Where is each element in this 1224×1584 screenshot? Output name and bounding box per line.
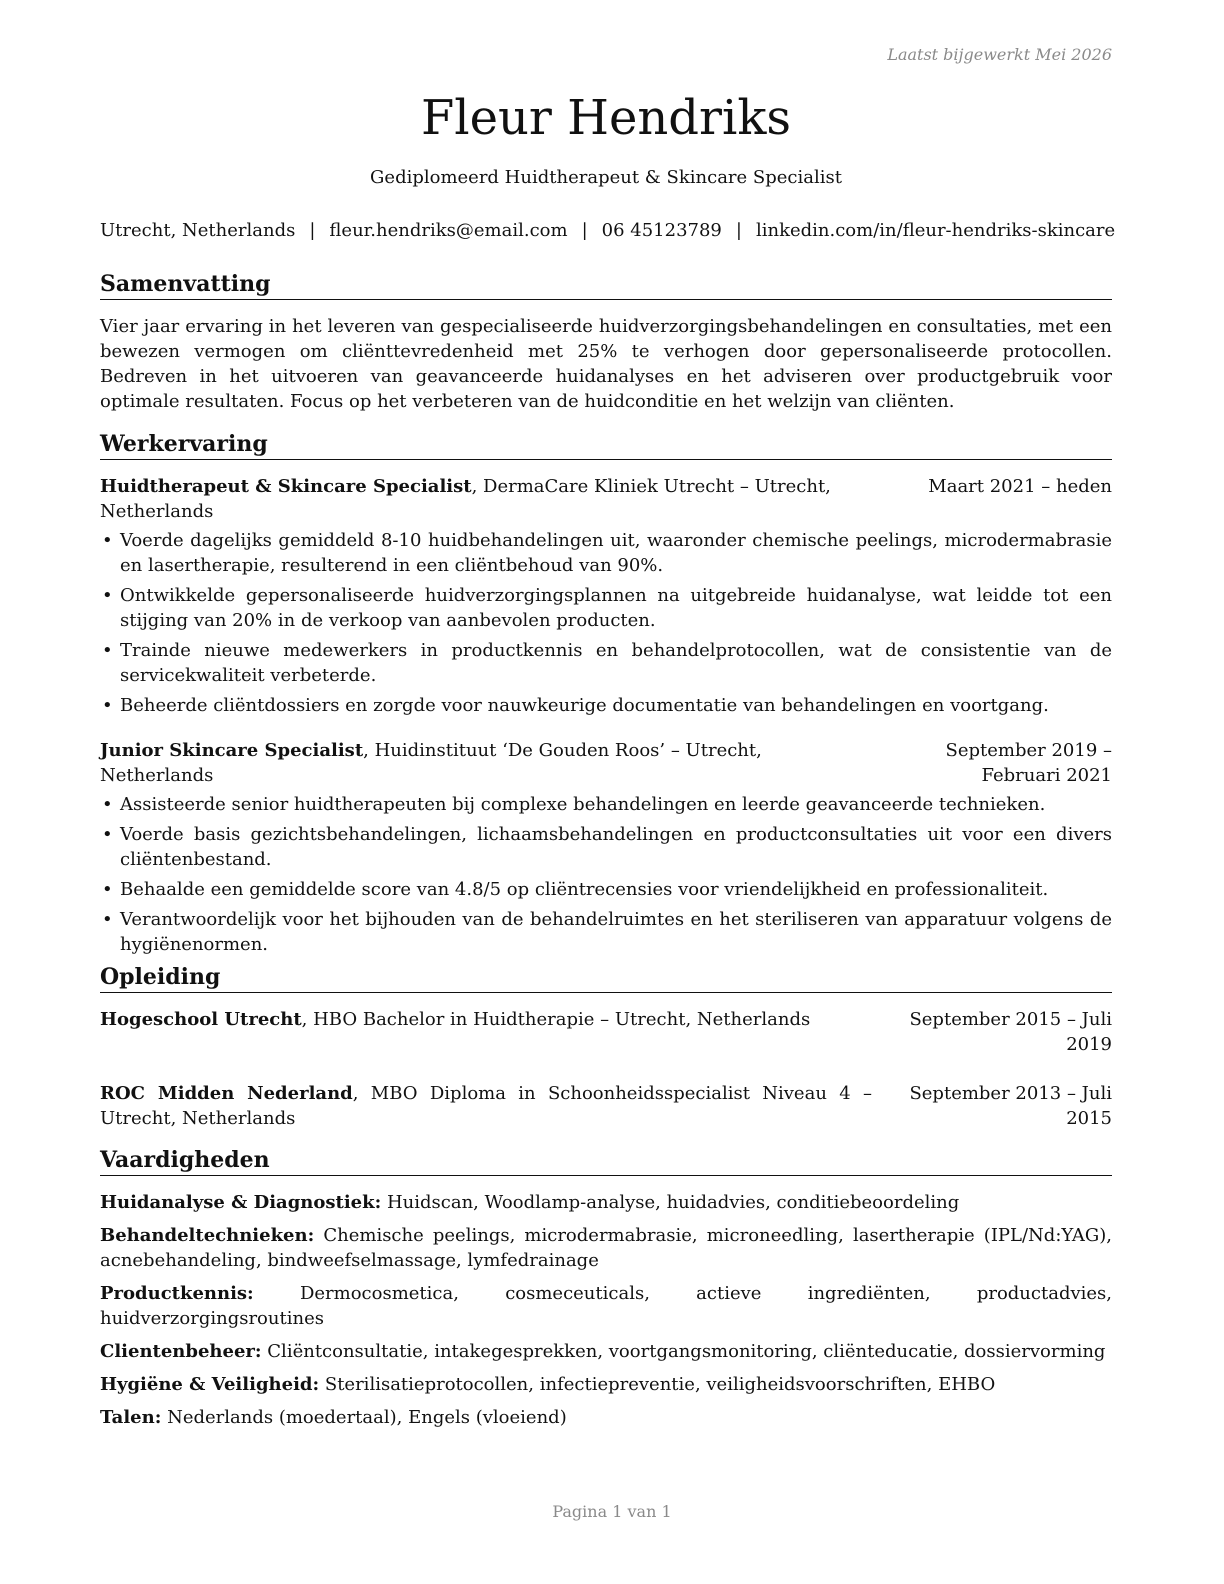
job-bullet: • Assisteerde senior huidtherapeuten bij complexe behandelingen en leerde geavanceerde technieken. <box>100 792 1112 817</box>
skill-label: Huidanalyse & Diagnostiek: <box>100 1192 382 1213</box>
job-dates: September 2019 – Februari 2021 <box>945 740 1112 786</box>
job-org: , DermaCare Kliniek Utrecht – Utrecht, Netherlands <box>100 476 831 522</box>
job-role: Junior Skincare Specialist <box>100 740 364 761</box>
section-title-summary: Samenvatting <box>100 270 1112 300</box>
contact-separator: | <box>735 220 742 241</box>
job-header <box>100 474 1112 524</box>
summary-text: Vier jaar ervaring in het leveren van gespecialiseerde huidverzorgingsbehandelingen en consultaties, met een bewezen vermogen om cliënttevredenheid met 25% te verhogen door gepersonaliseerde protocollen. Bedreven in het uitvoeren van geavanceerde huidanalyses en het adviseren over productgebruik voor optimale resultaten. Focus op het verbeteren van de huidconditie en het welzijn van cliënten. <box>100 316 1112 412</box>
skill-text: Dermocosmetica, cosmeceuticals, actieve ingrediënten, productadvies, huidverzorgingsroutines <box>100 1283 1112 1329</box>
contact-line <box>100 220 1116 241</box>
education-detail: , HBO Bachelor in Huidtherapie – Utrecht, Netherlands <box>301 1009 811 1030</box>
job-bullet: • Ontwikkelde gepersonaliseerde huidverzorgingsplannen na uitgebreide huidanalyse, wat leidde tot een stijging van 20% in de verkoop van aanbevolen producten. <box>100 583 1112 633</box>
job-header <box>100 738 1112 788</box>
education-section <box>100 963 1112 1131</box>
job-entry <box>100 474 1112 718</box>
skill-label: Productkennis: <box>100 1283 254 1304</box>
skill-label: Talen: <box>100 1407 162 1428</box>
job-bullet: • Voerde basis gezichtsbehandelingen, lichaamsbehandelingen en productconsultaties uit voor een divers cliëntenbestand. <box>100 822 1112 872</box>
page-number: Pagina 1 van 1 <box>552 1502 672 1521</box>
education-school: Hogeschool Utrecht <box>100 1009 302 1030</box>
job-bullets <box>100 792 1112 957</box>
skill-text: Chemische peelings, microdermabrasie, microneedling, lasertherapie (IPL/Nd:YAG), acnebehandeling, bindweefselmassage, lymfedrainage <box>100 1225 1112 1271</box>
contact-separator: | <box>581 220 588 241</box>
education-main <box>100 1081 872 1131</box>
contact-email[interactable]: fleur.hendriks@email.com <box>329 220 568 241</box>
job-bullet: • Verantwoordelijk voor het bijhouden van de behandelruimtes en het steriliseren van apparatuur volgens de hygiënenormen. <box>100 907 1112 957</box>
education-dates: September 2013 – Juli 2015 <box>909 1083 1112 1129</box>
section-title-skills: Vaardigheden <box>100 1146 1112 1176</box>
contact-separator: | <box>309 220 316 241</box>
job-bullets <box>100 528 1112 718</box>
education-entry <box>100 1081 1112 1131</box>
section-title-experience: Werkervaring <box>100 430 1112 460</box>
skill-text: Huidscan, Woodlamp-analyse, huidadvies, conditiebeoordeling <box>381 1192 960 1213</box>
skill-text: Nederlands (moedertaal), Engels (vloeiend) <box>161 1407 567 1428</box>
education-main <box>100 1007 872 1057</box>
skill-row <box>100 1281 1112 1331</box>
skill-row <box>100 1372 1112 1397</box>
job-bullet: • Voerde dagelijks gemiddeld 8-10 huidbehandelingen uit, waaronder chemische peelings, microdermabrasie en lasertherapie, resulterend in een cliëntbehoud van 90%. <box>100 528 1112 578</box>
skill-text: Sterilisatieprotocollen, infectiepreventie, veiligheidsvoorschriften, EHBO <box>319 1374 996 1395</box>
job-org: , Huidinstituut ‘De Gouden Roos’ – Utrecht, Netherlands <box>100 740 762 786</box>
section-title-education: Opleiding <box>100 963 1112 993</box>
skill-label: Hygiëne & Veiligheid: <box>100 1374 320 1395</box>
skill-row <box>100 1405 1112 1430</box>
skill-label: Behandeltechnieken: <box>100 1225 315 1246</box>
education-detail: , MBO Diploma in Schoonheidsspecialist Niveau 4 – Utrecht, Netherlands <box>100 1083 872 1129</box>
education-entry <box>100 1007 1112 1057</box>
job-dates: Maart 2021 – heden <box>928 476 1112 497</box>
candidate-title: Gediplomeerd Huidtherapeut & Skincare Specialist <box>370 167 842 188</box>
job-bullet: • Trainde nieuwe medewerkers in productkennis en behandelprotocollen, wat de consistentie van de servicekwaliteit verbeterde. <box>100 638 1112 688</box>
skill-label: Clientenbeheer: <box>100 1341 262 1362</box>
skill-row <box>100 1223 1112 1273</box>
summary-section <box>100 270 1112 414</box>
experience-section <box>100 430 1112 962</box>
job-bullet: • Beheerde cliëntdossiers en zorgde voor nauwkeurige documentatie van behandelingen en voortgang. <box>100 693 1112 718</box>
job-role: Huidtherapeut & Skincare Specialist <box>100 476 472 497</box>
contact-location: Utrecht, Netherlands <box>100 220 296 241</box>
skills-section <box>100 1146 1112 1430</box>
job-entry <box>100 738 1112 957</box>
job-title-line <box>100 474 912 524</box>
last-updated: Laatst bijgewerkt Mei 2026 <box>887 45 1112 64</box>
candidate-name: Fleur Hendriks <box>420 90 792 146</box>
skill-row <box>100 1339 1112 1364</box>
job-bullet: • Behaalde een gemiddelde score van 4.8/5 op cliëntrecensies voor vriendelijkheid en professionaliteit. <box>100 877 1112 902</box>
skill-text: Cliëntconsultatie, intakegesprekken, voortgangsmonitoring, cliënteducatie, dossiervorming <box>261 1341 1106 1362</box>
education-school: ROC Midden Nederland <box>100 1083 353 1104</box>
education-dates: September 2015 – Juli 2019 <box>909 1009 1112 1055</box>
skill-row <box>100 1190 1112 1215</box>
contact-phone[interactable]: 06 45123789 <box>601 220 722 241</box>
job-title-line <box>100 738 872 788</box>
contact-linkedin[interactable]: linkedin.com/in/fleur-hendriks-skincare <box>755 220 1116 241</box>
